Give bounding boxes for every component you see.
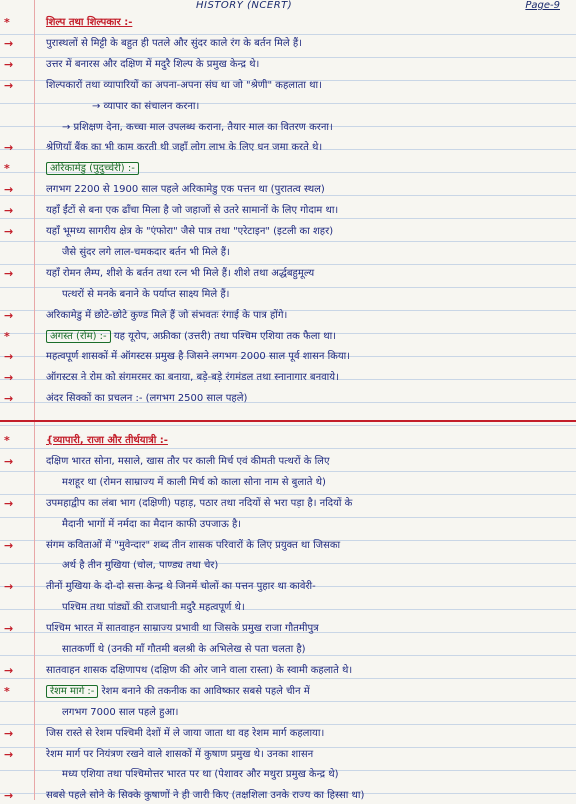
arrow-bullet-icon: → [4, 580, 14, 593]
note-line [0, 725, 576, 742]
arrow-bullet-icon: → [4, 789, 14, 802]
note-line [0, 390, 576, 407]
arrow-bullet-icon: → [4, 748, 14, 761]
heading-text: {व्यापारी, राजा और तीर्थयात्री :- [46, 435, 168, 446]
note-text: रेशम मार्ग पर नियंत्रण रखने वाले शासकों में कुषाण प्रमुख थे। उनका शासन [46, 749, 314, 760]
note-text: अंदर सिक्कों का प्रचलन :- (लगभग 2500 साल पहले) [46, 393, 248, 404]
note-text: अर्थ है तीन मुखिया (चोल, पाण्ड्य तथा चेर) [62, 560, 219, 571]
note-text: → प्रशिक्षण देना, कच्चा माल उपलब्ध कराना, तैयार माल का वितरण करना। [62, 122, 333, 133]
note-text: ऑगस्टस ने रोम को संगमरमर का बनाया, बड़े-बड़े रंगमंडल तथा स्नानागार बनवाये। [46, 372, 339, 383]
arrow-bullet-icon: → [4, 371, 14, 384]
note-text: जिस रास्ते से रेशम पश्चिमी देशों में ले जाया जाता था वह रेशम मार्ग कहलाया। [46, 728, 325, 739]
note-line [0, 453, 576, 470]
note-text: जैसे सुंदर लगे लाल-चमकदार बर्तन भी मिले हैं। [62, 247, 230, 258]
star-bullet-icon: * [4, 434, 10, 447]
note-text: पुरास्थलों से मिट्टी के बहुत ही पतले और सुंदर काले रंग के बर्तन मिले हैं। [46, 38, 302, 49]
note-text: सातकर्णी थे (उनकी माँ गौतमी बलश्री के अभिलेख से पता चलता है) [62, 644, 306, 655]
note-text: लगभग 7000 साल पहले हुआ। [62, 707, 179, 718]
note-text: तीनों मुखिया के दो-दो सत्ता केन्द्र थे जिनमें चोलों का पत्तन पुहार था कावेरी- [46, 581, 316, 592]
boxed-heading: अगस्त (रोम) :- [46, 330, 111, 343]
note-line [0, 139, 576, 156]
note-line [0, 516, 576, 533]
note-line [0, 181, 576, 198]
boxed-heading: अरिकामेडु (पुदुच्चेरी) :- [46, 162, 139, 175]
section-heading [0, 160, 576, 177]
note-line [0, 537, 576, 554]
section-divider [0, 420, 576, 422]
section-heading [0, 14, 576, 31]
note-text: श्रेणियाँ बैंक का भी काम करती थी जहाँ लोग लाभ के लिए धन जमा करते थे। [46, 142, 323, 153]
note-line [0, 620, 576, 637]
arrow-bullet-icon: → [4, 225, 14, 238]
note-text: लगभग 2200 से 1900 साल पहले अरिकामेडु एक पत्तन था (पुरातत्व स्थल) [46, 184, 325, 195]
section-heading [0, 683, 576, 700]
heading-description: रेशम बनाने की तकनीक का आविष्कार सबसे पहले चीन में [98, 686, 310, 697]
arrow-bullet-icon: → [4, 622, 14, 635]
note-line [0, 119, 576, 136]
note-text: मध्य एशिया तथा पश्चिमोत्तर भारत पर था (पेशावर और मथुरा प्रमुख केन्द्र थे) [62, 769, 339, 780]
note-line [0, 495, 576, 512]
note-text: मैदानी भागों में नर्मदा का मैदान काफी उपजाऊ है। [62, 519, 242, 530]
star-bullet-icon: * [4, 330, 10, 343]
note-line [0, 265, 576, 282]
note-line [0, 662, 576, 679]
arrow-bullet-icon: → [4, 267, 14, 280]
arrow-bullet-icon: → [4, 37, 14, 50]
arrow-bullet-icon: → [4, 309, 14, 322]
note-line [0, 223, 576, 240]
note-line [0, 474, 576, 491]
note-text: यहाँ भूमध्य सागरीय क्षेत्र के "एंफोरा" जैसे पात्र तथा "एरेटाइन" (इटली का शहर) [46, 226, 334, 237]
note-text [46, 160, 139, 177]
arrow-bullet-icon: → [4, 539, 14, 552]
note-line [0, 369, 576, 386]
heading-text: शिल्प तथा शिल्पकार :- [46, 17, 133, 28]
note-line [0, 787, 576, 804]
star-bullet-icon: * [4, 16, 10, 29]
note-text: यहाँ रोमन लैम्प, शीशे के बर्तन तथा रत्न भी मिले हैं। शीशे तथा अर्द्धबहुमूल्य [46, 268, 315, 279]
note-line [0, 98, 576, 115]
heading-description: यह यूरोप, अफ्रीका (उत्तरी) तथा पश्चिम एशिया तक फैला था। [110, 331, 337, 342]
note-text: संगम कविताओं में "मुवेन्दार" शब्द तीन शासक परिवारों के लिए प्रयुक्त था जिसका [46, 540, 341, 551]
note-line [0, 578, 576, 595]
note-line [0, 348, 576, 365]
section-heading [0, 328, 576, 345]
arrow-bullet-icon: → [4, 58, 14, 71]
note-line [0, 77, 576, 94]
note-line [0, 599, 576, 616]
note-text: → व्यापार का संचालन करना। [92, 101, 200, 112]
note-text [46, 432, 168, 449]
note-line [0, 557, 576, 574]
arrow-bullet-icon: → [4, 392, 14, 405]
note-line [0, 766, 576, 783]
section-heading [0, 432, 576, 449]
note-text: मशहूर था (रोमन साम्राज्य में काली मिर्च को काला सोना नाम से बुलाते थे) [62, 477, 326, 488]
arrow-bullet-icon: → [4, 79, 14, 92]
note-text: शिल्पकारों तथा व्यापारियों का अपना-अपना संघ था जो "श्रेणी" कहलाता था। [46, 80, 322, 91]
note-text: पत्थरों से मनके बनाने के पर्याप्त साक्ष्य मिले हैं। [62, 289, 230, 300]
star-bullet-icon: * [4, 685, 10, 698]
note-text: सातवाहन शासक दक्षिणापथ (दक्षिण की ओर जाने वाला रास्ता) के स्वामी कहलाते थे। [46, 665, 353, 676]
boxed-heading: रेशम मार्ग :- [46, 685, 98, 698]
arrow-bullet-icon: → [4, 727, 14, 740]
note-text: उत्तर में बनारस और दक्षिण में मदुरै शिल्प के प्रमुख केन्द्र थे। [46, 59, 260, 70]
star-bullet-icon: * [4, 162, 10, 175]
arrow-bullet-icon: → [4, 204, 14, 217]
arrow-bullet-icon: → [4, 141, 14, 154]
arrow-bullet-icon: → [4, 664, 14, 677]
arrow-bullet-icon: → [4, 455, 14, 468]
note-text [46, 328, 336, 345]
page-title: HISTORY (NCERT) [196, 0, 293, 11]
note-line [0, 641, 576, 658]
note-text: सबसे पहले सोने के सिक्के कुषाणों ने ही जारी किए (तक्षशिला उनके राज्य का हिस्सा था) [46, 790, 365, 801]
note-text [46, 14, 132, 31]
page-number: Page-9 [525, 0, 560, 11]
note-text: दक्षिण भारत सोना, मसाले, खास तौर पर काली मिर्च एवं कीमती पत्थरों के लिए [46, 456, 330, 467]
note-line [0, 746, 576, 763]
note-text: उपमहाद्वीप का लंबा भाग (दक्षिणी) पहाड़, पठार तथा नदियों से भरा पड़ा है। नदियों के [46, 498, 353, 509]
arrow-bullet-icon: → [4, 350, 14, 363]
note-text: पश्चिम भारत में सातवाहन साम्राज्य प्रभावी था जिसके प्रमुख राजा गौतमीपुत्र [46, 623, 319, 634]
note-text: अरिकामेडु में छोटे-छोटे कुण्ड मिले हैं जो संभवतः रंगाई के पात्र होंगे। [46, 310, 288, 321]
note-line [0, 307, 576, 324]
note-text [46, 683, 310, 700]
arrow-bullet-icon: → [4, 183, 14, 196]
note-line [0, 704, 576, 721]
note-line [0, 244, 576, 261]
note-line [0, 286, 576, 303]
note-text: पश्चिम तथा पांड्यों की राजधानी मदुरै महत्वपूर्ण थे। [62, 602, 245, 613]
note-line [0, 35, 576, 52]
page-header [0, 0, 576, 14]
arrow-bullet-icon: → [4, 497, 14, 510]
note-text: महत्वपूर्ण शासकों में ऑगस्टस प्रमुख है जिसने लगभग 2000 साल पूर्व शासन किया। [46, 351, 351, 362]
note-text: यहाँ ईंटों से बना एक ढाँचा मिला है जो जहाजों से उतरे सामानों के लिए गोदाम था। [46, 205, 339, 216]
note-line [0, 202, 576, 219]
note-line [0, 56, 576, 73]
